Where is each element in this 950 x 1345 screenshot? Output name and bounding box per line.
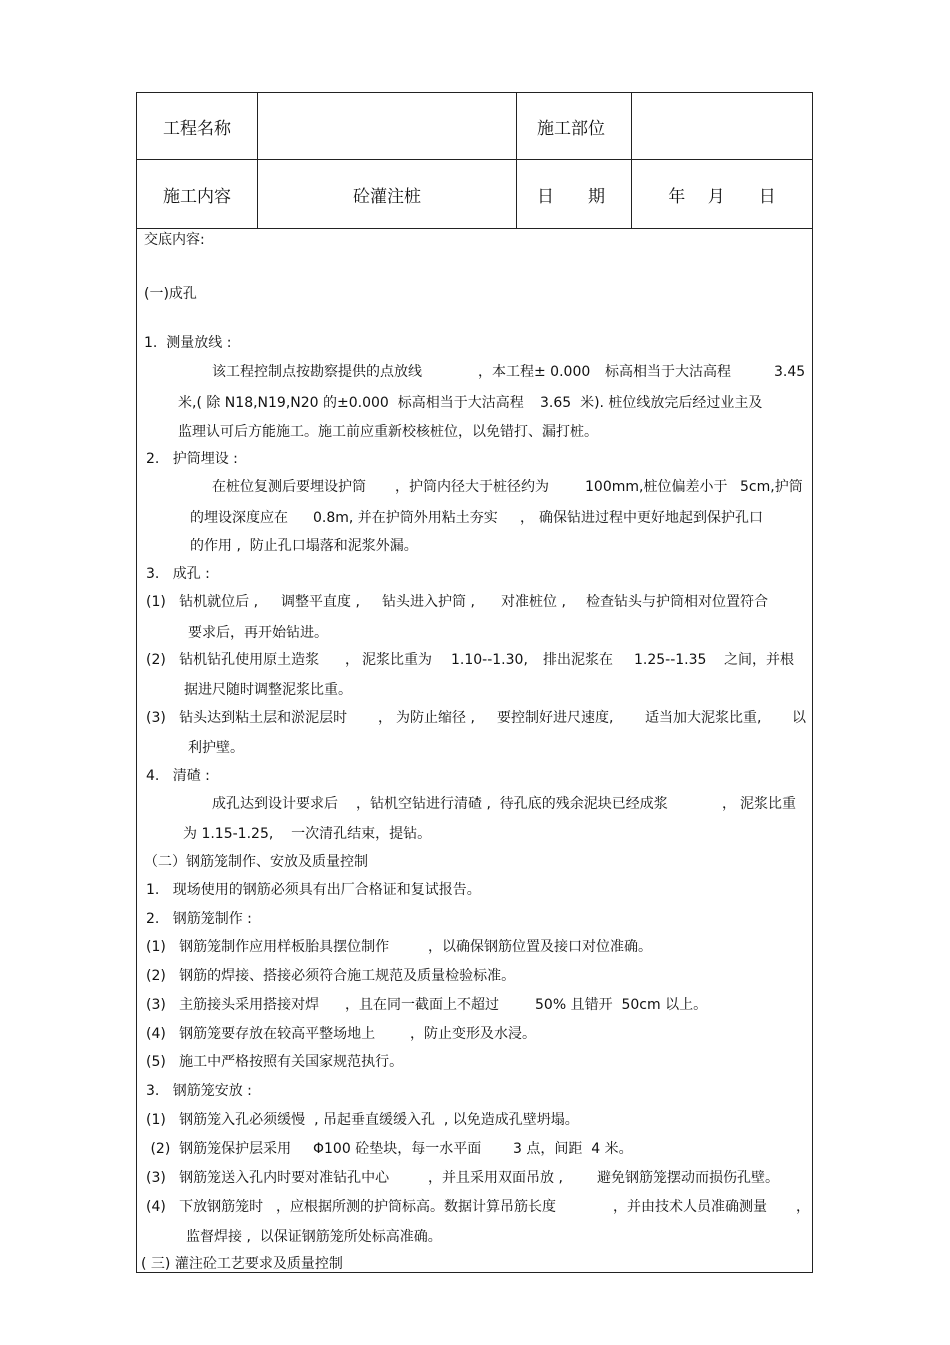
text-line: (4) 钢筋笼要存放在较高平整场地上 [146, 1026, 376, 1042]
text-line: 为 1.15-1.25, 一次清孔结束，提钻。 [183, 826, 432, 842]
text-line: (2) 钢筋笼保护层采用 [146, 1141, 292, 1157]
text-line: (2) 钻机钻孔使用原土造浆 [146, 652, 320, 668]
text-line: ，且在同一截面上不超过 [345, 997, 499, 1013]
text-line: 3 点，间距 4 米。 [513, 1141, 633, 1157]
content-label: 施工内容 [163, 186, 231, 207]
text-line: 利护壁。 [188, 740, 244, 756]
text-line: 50% 且错开 50cm 以上。 [535, 997, 708, 1013]
text-line: (1) 钢筋笼制作应用样板胎具摆位制作 [146, 939, 390, 955]
text-line: (1) 钻机就位后 , [146, 594, 259, 610]
text-line: ，应根据所测的护筒标高。数据计算吊筋长度 [276, 1199, 556, 1215]
text-line: 米,( 除 N18,N19,N20 的±0.000 标高相当于大沽高程 [178, 395, 524, 411]
text-line: 以 [792, 710, 806, 726]
list-item: 2. 护筒埋设 : [146, 451, 238, 467]
text-line: ，本工程± 0.000 [478, 364, 591, 380]
text-line: (3) 主筋接头采用搭接对焊 [146, 997, 320, 1013]
section-title: (一)成孔 [144, 286, 197, 302]
text-line: 该工程控制点按勘察提供的点放线 [212, 364, 422, 380]
row-divider [137, 228, 812, 229]
text-line: 调整平直度 , [281, 594, 360, 610]
list-item: (5) 施工中严格按照有关国家规范执行。 [146, 1054, 404, 1070]
text-line: 据进尺随时调整泥浆比重。 [184, 682, 352, 698]
text-line: 3.45 [774, 364, 806, 380]
location-value [632, 93, 812, 159]
text-line: 检查钻头与护筒相对位置符合 [586, 594, 768, 610]
text-line: ，并且采用双面吊放 , [428, 1170, 563, 1186]
text-line: 要控制好进尺速度, [497, 710, 614, 726]
text-line: ，以确保钢筋位置及接口对位准确。 [428, 939, 652, 955]
text-line: ， [378, 710, 392, 726]
text-line: 适当加大泥浆比重, [645, 710, 762, 726]
list-item: 1. 测量放线 : [144, 335, 232, 351]
list-item: (2) 钢筋的焊接、搭接必须符合施工规范及质量检验标准。 [146, 968, 516, 984]
project-name-label: 工程名称 [163, 118, 231, 139]
text-line: 0.8m, 并在护筒外用粘土夯实 [313, 510, 498, 526]
list-item: 2. 钢筋笼制作 : [146, 911, 252, 927]
text-line: 的作用 , 防止孔口塌落和泥浆外漏。 [190, 538, 418, 554]
text-line: 排出泥浆在 [543, 652, 613, 668]
text-line: (3) 钢筋笼送入孔内时要对准钻孔中心 [146, 1170, 390, 1186]
text-line: ，并由技术人员准确测量 [613, 1199, 767, 1215]
project-name-value [258, 93, 516, 159]
location-label: 施工部位 [537, 118, 605, 139]
list-item: (1) 钢筋笼入孔必须缓慢 , 吊起垂直缓缓入孔 , 以免造成孔壁坍塌。 [146, 1112, 579, 1128]
date-value: 年 月 日 [668, 186, 776, 207]
text-line: Φ100 砼垫块，每一水平面 [313, 1141, 482, 1157]
text-line: 监督焊接 , 以保证钢筋笼所处标高准确。 [186, 1229, 442, 1245]
text-line: ，护筒内径大于桩径约为 [395, 479, 549, 495]
text-line: 为防止缩径 , [396, 710, 475, 726]
date-label: 日 期 [537, 186, 605, 207]
text-line: ， [722, 796, 736, 812]
text-line: 成孔达到设计要求后 [212, 796, 338, 812]
text-line: 对准桩位 , [501, 594, 566, 610]
content-value: 砼灌注桩 [353, 186, 421, 207]
section-title: ( 三) 灌注砼工艺要求及质量控制 [141, 1256, 343, 1272]
text-line: 在桩位复测后要埋设护筒 [212, 479, 366, 495]
text-line: 泥浆比重为 [362, 652, 432, 668]
text-line: 之间，并根 [724, 652, 794, 668]
list-item: 4. 清碴 : [146, 768, 210, 784]
list-item: 1. 现场使用的钢筋必须具有出厂合格证和复试报告。 [146, 882, 481, 898]
text-line: 100mm,桩位偏差小于 [585, 479, 728, 495]
section-title: （二）钢筋笼制作、安放及质量控制 [144, 854, 368, 870]
text-line: ， [796, 1199, 810, 1215]
list-item: 3. 钢筋笼安放 : [146, 1083, 252, 1099]
text-line: 避免钢筋笼摆动而损伤孔壁。 [597, 1170, 779, 1186]
text-line: 要求后，再开始钻进。 [188, 625, 328, 641]
text-line: ， [520, 510, 534, 526]
text-line: 泥浆比重 [740, 796, 796, 812]
text-line: 钻头进入护筒 , [382, 594, 475, 610]
text-line: 5cm,护筒 [740, 479, 803, 495]
list-item: 3. 成孔 : [146, 566, 210, 582]
text-line: (4) 下放钢筋笼时 [146, 1199, 264, 1215]
text-line: 标高相当于大沽高程 [605, 364, 731, 380]
text-line: 确保钻进过程中更好地起到保护孔口 [539, 510, 763, 526]
text-line: 1.25--1.35 [634, 652, 707, 668]
text-line: ，钻机空钻进行清碴 , 待孔底的残余泥块已经成浆 [356, 796, 668, 812]
text-line: 的埋设深度应在 [190, 510, 288, 526]
text-line: (3) 钻头达到粘土层和淤泥层时 [146, 710, 348, 726]
text-line: 监理认可后方能施工。施工前应重新校核桩位，以免错打、漏打桩。 [178, 424, 598, 440]
text-line: ， [345, 652, 359, 668]
text-line: 3.65 米). 桩位线放完后经过业主及 [540, 395, 763, 411]
text-line: 1.10--1.30, [451, 652, 528, 668]
intro-label: 交底内容: [144, 232, 205, 248]
text-line: ，防止变形及水浸。 [410, 1026, 536, 1042]
